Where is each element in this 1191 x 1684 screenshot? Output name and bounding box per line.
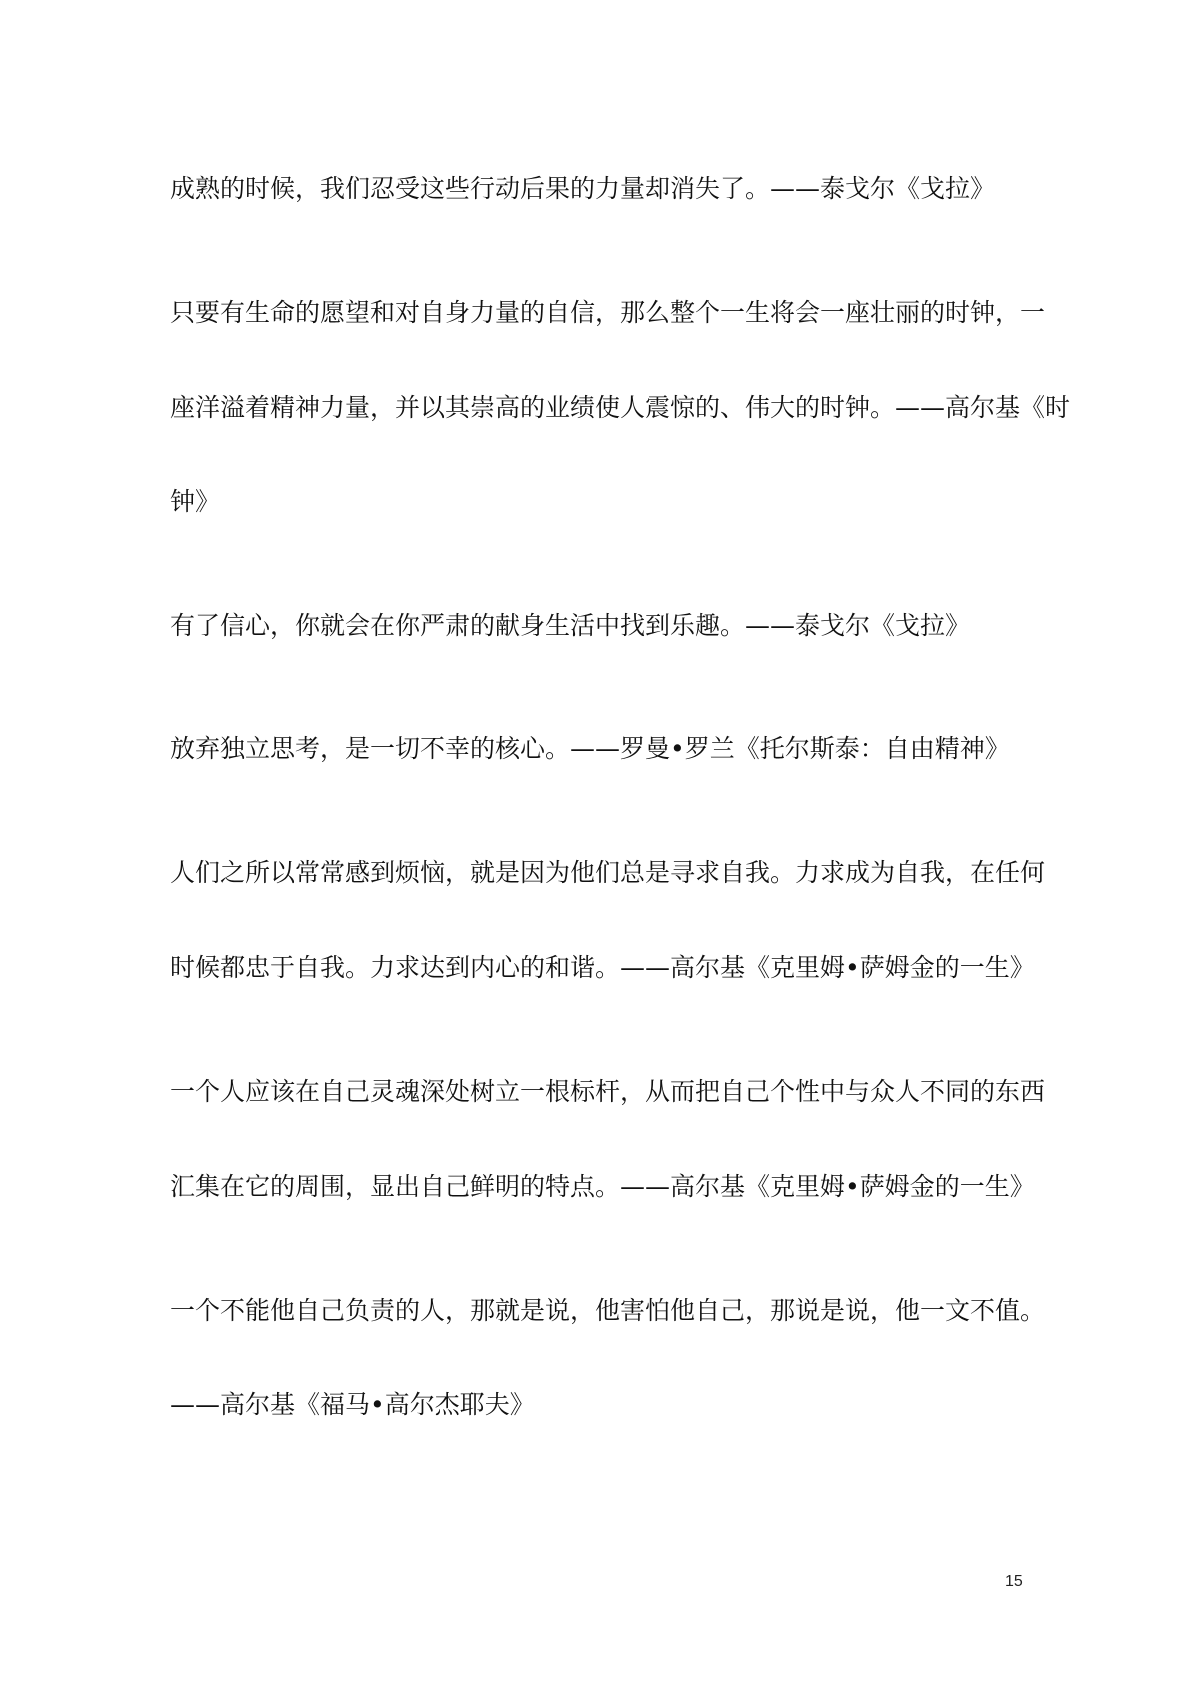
text-line: ——高尔基《福马•高尔杰耶夫》 [170, 1390, 535, 1419]
text-line: 只要有生命的愿望和对自身力量的自信，那么整个一生将会一座壮丽的时钟，一 [170, 298, 1046, 327]
text-line: 人们之所以常常感到烦恼，就是因为他们总是寻求自我。力求成为自我，在任何 [170, 858, 1046, 887]
text-line: 放弃独立思考，是一切不幸的核心。——罗曼•罗兰《托尔斯泰：自由精神》 [170, 734, 1010, 763]
text-line: 时候都忠于自我。力求达到内心的和谐。——高尔基《克里姆•萨姆金的一生》 [170, 953, 1035, 982]
text-line: 一个人应该在自己灵魂深处树立一根标杆，从而把自己个性中与众人不同的东西 [170, 1077, 1046, 1106]
text-line: 一个不能他自己负责的人，那就是说，他害怕他自己，那说是说，他一文不值。 [170, 1296, 1046, 1325]
page-number: 15 [1005, 1573, 1023, 1590]
text-line: 汇集在它的周围，显出自己鲜明的特点。——高尔基《克里姆•萨姆金的一生》 [170, 1172, 1035, 1201]
text-line: 有了信心，你就会在你严肃的献身生活中找到乐趣。——泰戈尔《戈拉》 [170, 611, 971, 640]
text-line: 成熟的时候，我们忍受这些行动后果的力量却消失了。——泰戈尔《戈拉》 [170, 174, 996, 203]
text-line: 座洋溢着精神力量，并以其崇高的业绩使人震惊的、伟大的时钟。——高尔基《时 [170, 393, 1071, 422]
text-line: 钟》 [170, 487, 221, 516]
